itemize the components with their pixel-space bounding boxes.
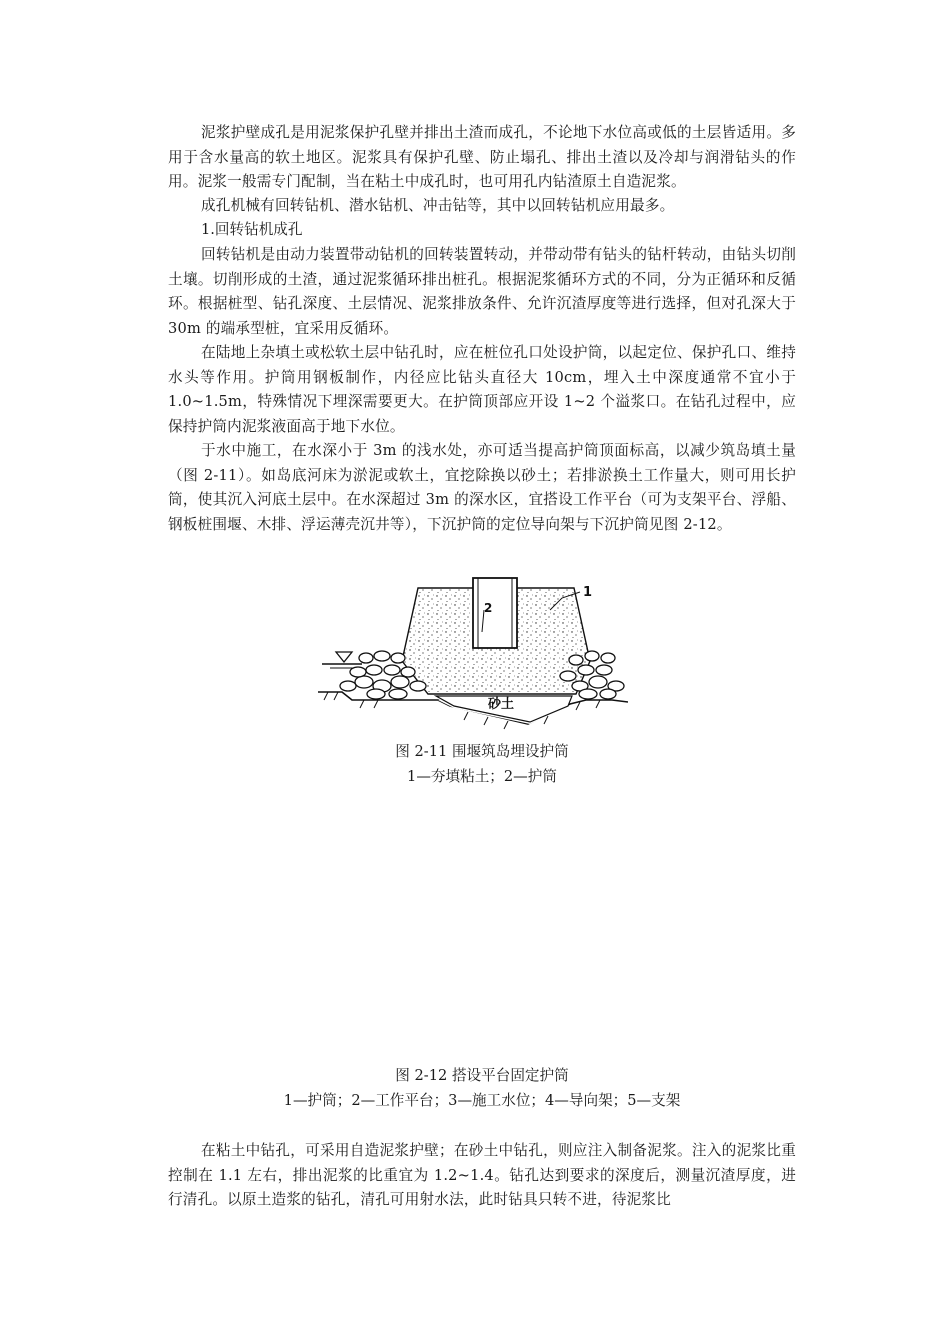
- paragraph-machines: 成孔机械有回转钻机、潜水钻机、冲击钻等，其中以回转钻机应用最多。: [201, 197, 675, 214]
- casing-tube: [473, 578, 517, 648]
- label-2: 2: [484, 601, 493, 615]
- paragraph-mud-wall: 泥浆护壁成孔是用泥浆保护孔壁并排出土渣而成孔，不论地下水位高或低的土层皆适用。多用于含水量高的软土地区。泥浆具有保护孔壁、防止塌孔、排出土渣以及冷却与润滑钻头的作用。泥浆一般需专门配制，当在粘土中成孔时，也可用孔内钻渣原土自造泥浆。: [168, 124, 796, 190]
- figure-2-12-caption: 图 2-12 搭设平台固定护筒: [395, 1067, 569, 1084]
- section-heading-rotary: 1.回转钻机成孔: [201, 221, 303, 238]
- paragraph-water-construction: 于水中施工，在水深小于 3m 的浅水处，亦可适当提高护筒顶面标高，以减少筑岛填土量（图 2-11）。如岛底河床为淤泥或软土，宜挖除换以砂土；若排淤换土工作量大，则可用长护筒，使其沉入河底土层中。在水深超过 3m 的深水区，宜搭设工作平台（可为支架平台、浮船、钢板桩围堰、木排、浮运薄壳沉井等），下沉护筒的定位导向架与下沉护筒见图 2-12。: [168, 442, 796, 533]
- water-level-icon: [322, 652, 362, 668]
- figure-cofferdam-island: [318, 576, 628, 736]
- figure-2-11-caption: 图 2-11 围堰筑岛埋设护筒: [395, 743, 569, 760]
- label-1: 1: [583, 585, 593, 600]
- sand-label: 砂土: [488, 697, 515, 712]
- paragraph-casing-land: 在陆地上杂填土或松软土层中钻孔时，应在桩位孔口处设护筒，以起定位、保护孔口、维持水头等作用。护筒用钢板制作，内径应比钻头直径大 10cm，埋入土中深度通常不宜小于 1.0~1.5m，特殊情况下埋深需要更大。在护筒顶部应开设 1~2 个溢浆口。在钻孔过程中，应保持护筒内泥浆液面高于地下水位。: [168, 344, 796, 435]
- paragraph-clay-drilling: 在粘土中钻孔，可采用自造泥浆护壁；在砂土中钻孔，则应注入制备泥浆。注入的泥浆比重控制在 1.1 左右，排出泥浆的比重宜为 1.2~1.4。钻孔达到要求的深度后，测量沉渣厚度，进行清孔。以原土造浆的钻孔，清孔可用射水法，此时钻具只转不进，待泥浆比: [168, 1142, 796, 1208]
- paragraph-rotary-drill: 回转钻机是由动力装置带动钻机的回转装置转动，并带动带有钻头的钻杆转动，由钻头切削土壤。切削形成的土渣，通过泥浆循环排出桩孔。根据泥浆循环方式的不同，分为正循环和反循环。根据桩型、钻孔深度、土层情况、泥浆排放条件、允许沉渣厚度等进行选择，但对孔深大于 30m 的端承型桩，宜采用反循环。: [168, 246, 796, 337]
- figure-2-12-legend: 1—护筒；2—工作平台；3—施工水位；4—导向架；5—支架: [283, 1092, 681, 1109]
- figure-2-11-legend: 1—夯填粘土；2—护筒: [407, 768, 557, 785]
